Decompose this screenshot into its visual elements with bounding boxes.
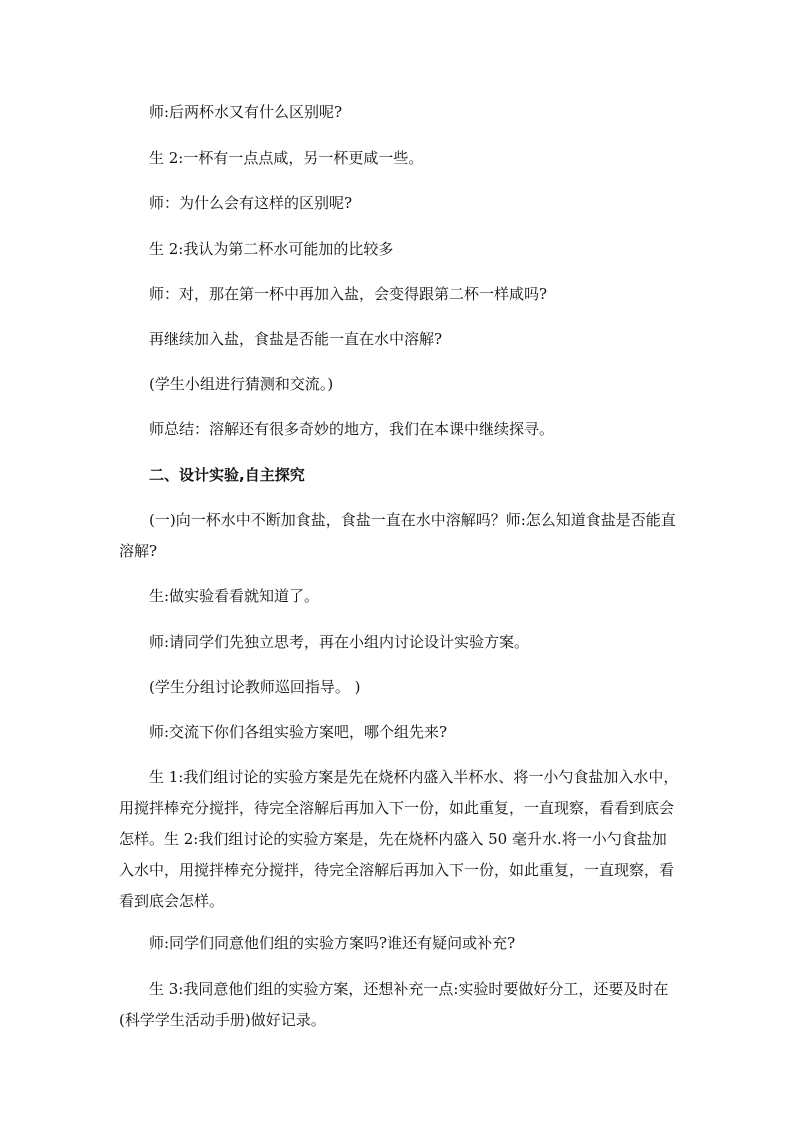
paragraph-7: (学生小组进行猜测和交流。) — [149, 375, 334, 393]
paragraph-10: 生:做实验看看就知道了。 — [149, 587, 320, 605]
paragraph-11: 师:请同学们先独立思考，再在小组内讨论设计实验方案。 — [149, 633, 530, 651]
paragraph-12: (学生分组讨论教师巡回指导。 ) — [149, 678, 361, 696]
paragraph-4: 生 2:我认为第二杯水可能加的比较多 — [149, 240, 394, 258]
section-heading: 二、设计实验,自主探究 — [149, 466, 305, 484]
paragraph-2: 生 2:一杯有一点点咸，另一杯更咸一些。 — [149, 149, 424, 167]
paragraph-6: 再继续加入盐，食盐是否能一直在水中溶解? — [149, 330, 443, 348]
paragraph-5: 师：对，那在第一杯中再加入盐，会变得跟第二杯一样咸吗? — [149, 285, 548, 303]
paragraph-16: 生 3:我同意他们组的实验方案，还想补充一点:实验时要做好分工，还要及时在(科学学生活动手册)做好记录。 — [119, 980, 669, 1029]
paragraph-3: 师：为什么会有这样的区别呢? — [149, 194, 353, 212]
paragraph-14: 生 1:我们组讨论的实验方案是先在烧杯内盛入半杯水、将一小勺食盐加入水中，用搅拌棒充分搅拌，待完全溶解后再加入下一份，如此重复，一直现察，看看到底会怎样。生 2:我们组讨论的实验方案是，先在烧杯内盛入 50 毫升水.将一小勺食盐加入水中，用搅拌棒充分搅拌，待完全溶解后再加入下一份，如此重复，一直现察，看看到底会怎样。 — [119, 768, 679, 910]
paragraph-15: 师:同学们同意他们组的实验方案吗?谁还有疑问或补充? — [149, 934, 516, 952]
paragraph-13: 师:交流下你们各组实验方案吧，哪个组先来? — [149, 723, 448, 741]
paragraph-1: 师:后两杯水又有什么区别呢? — [149, 103, 343, 121]
paragraph-8: 师总结：溶解还有很多奇妙的地方，我们在本课中继续探寻。 — [149, 420, 555, 438]
paragraph-9: (一)向一杯水中不断加食盐，食盐一直在水中溶解吗？师:怎么知道食盐是否能直溶解? — [119, 511, 676, 560]
